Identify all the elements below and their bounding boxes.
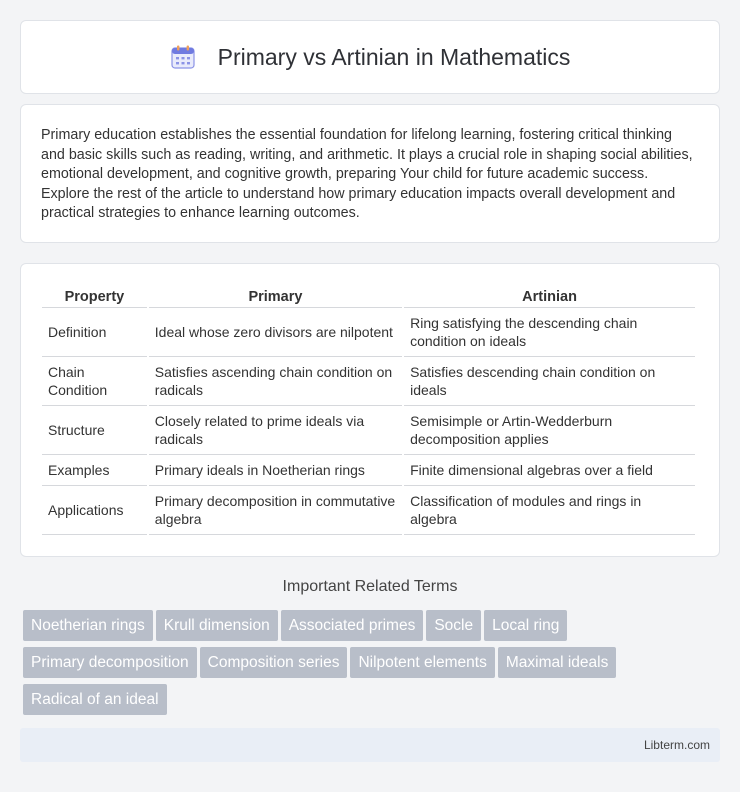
intro-card: [20, 104, 720, 243]
header-artinian: Artinian: [404, 284, 695, 308]
term-tag[interactable]: Krull dimension: [156, 610, 278, 641]
term-tag[interactable]: Local ring: [484, 610, 567, 641]
term-tag[interactable]: Associated primes: [281, 610, 424, 641]
table-row: [42, 455, 695, 486]
row-artinian: Semisimple or Artin-Wedderburn decomposition applies: [404, 406, 695, 455]
title-card: [20, 20, 720, 94]
table-row: [42, 406, 695, 455]
related-terms-title: Important Related Terms: [282, 578, 458, 595]
row-artinian: Finite dimensional algebras over a field: [404, 455, 695, 486]
term-tag[interactable]: Maximal ideals: [498, 647, 617, 678]
row-property: Examples: [42, 455, 147, 486]
comparison-card: [20, 263, 720, 557]
table-row: [42, 357, 695, 406]
row-property: Structure: [42, 406, 147, 455]
table-row: [42, 486, 695, 535]
row-primary: Primary decomposition in commutative algebra: [149, 486, 402, 535]
comparison-table: [40, 284, 697, 535]
related-terms-list: [23, 610, 723, 721]
footer: [20, 728, 720, 762]
row-primary: Closely related to prime ideals via radicals: [149, 406, 402, 455]
table-row: [42, 308, 695, 357]
term-tag[interactable]: Nilpotent elements: [350, 647, 494, 678]
term-tag[interactable]: Composition series: [200, 647, 348, 678]
row-primary: Satisfies ascending chain condition on radicals: [149, 357, 402, 406]
header-primary: Primary: [149, 284, 402, 308]
row-property: Chain Condition: [42, 357, 147, 406]
row-artinian: Ring satisfying the descending chain condition on ideals: [404, 308, 695, 357]
intro-text: Primary education establishes the essential foundation for lifelong learning, fostering critical thinking and basic skills such as reading, writing, and arithmetic. It plays a crucial role in shaping social abilities, emotional development, and cognitive growth, preparing Your child for future academic success. Explore the rest of the article to understand how primary education impacts overall development and practical strategies to enhance learning outcomes.: [41, 127, 693, 222]
footer-site-link[interactable]: Libterm.com: [643, 738, 710, 752]
row-primary: Primary ideals in Noetherian rings: [149, 455, 402, 486]
row-artinian: Classification of modules and rings in algebra: [404, 486, 695, 535]
row-property: Applications: [42, 486, 147, 535]
row-primary: Ideal whose zero divisors are nilpotent: [149, 308, 402, 357]
term-tag[interactable]: Noetherian rings: [23, 610, 153, 641]
row-artinian: Satisfies descending chain condition on ideals: [404, 357, 695, 406]
term-tag[interactable]: Primary decomposition: [23, 647, 197, 678]
page-title: Primary vs Artinian in Mathematics: [217, 43, 571, 70]
header-property: Property: [42, 284, 147, 308]
term-tag[interactable]: Radical of an ideal: [23, 684, 167, 715]
term-tag[interactable]: Socle: [426, 610, 481, 641]
calendar-icon: [170, 44, 196, 70]
row-property: Definition: [42, 308, 147, 357]
